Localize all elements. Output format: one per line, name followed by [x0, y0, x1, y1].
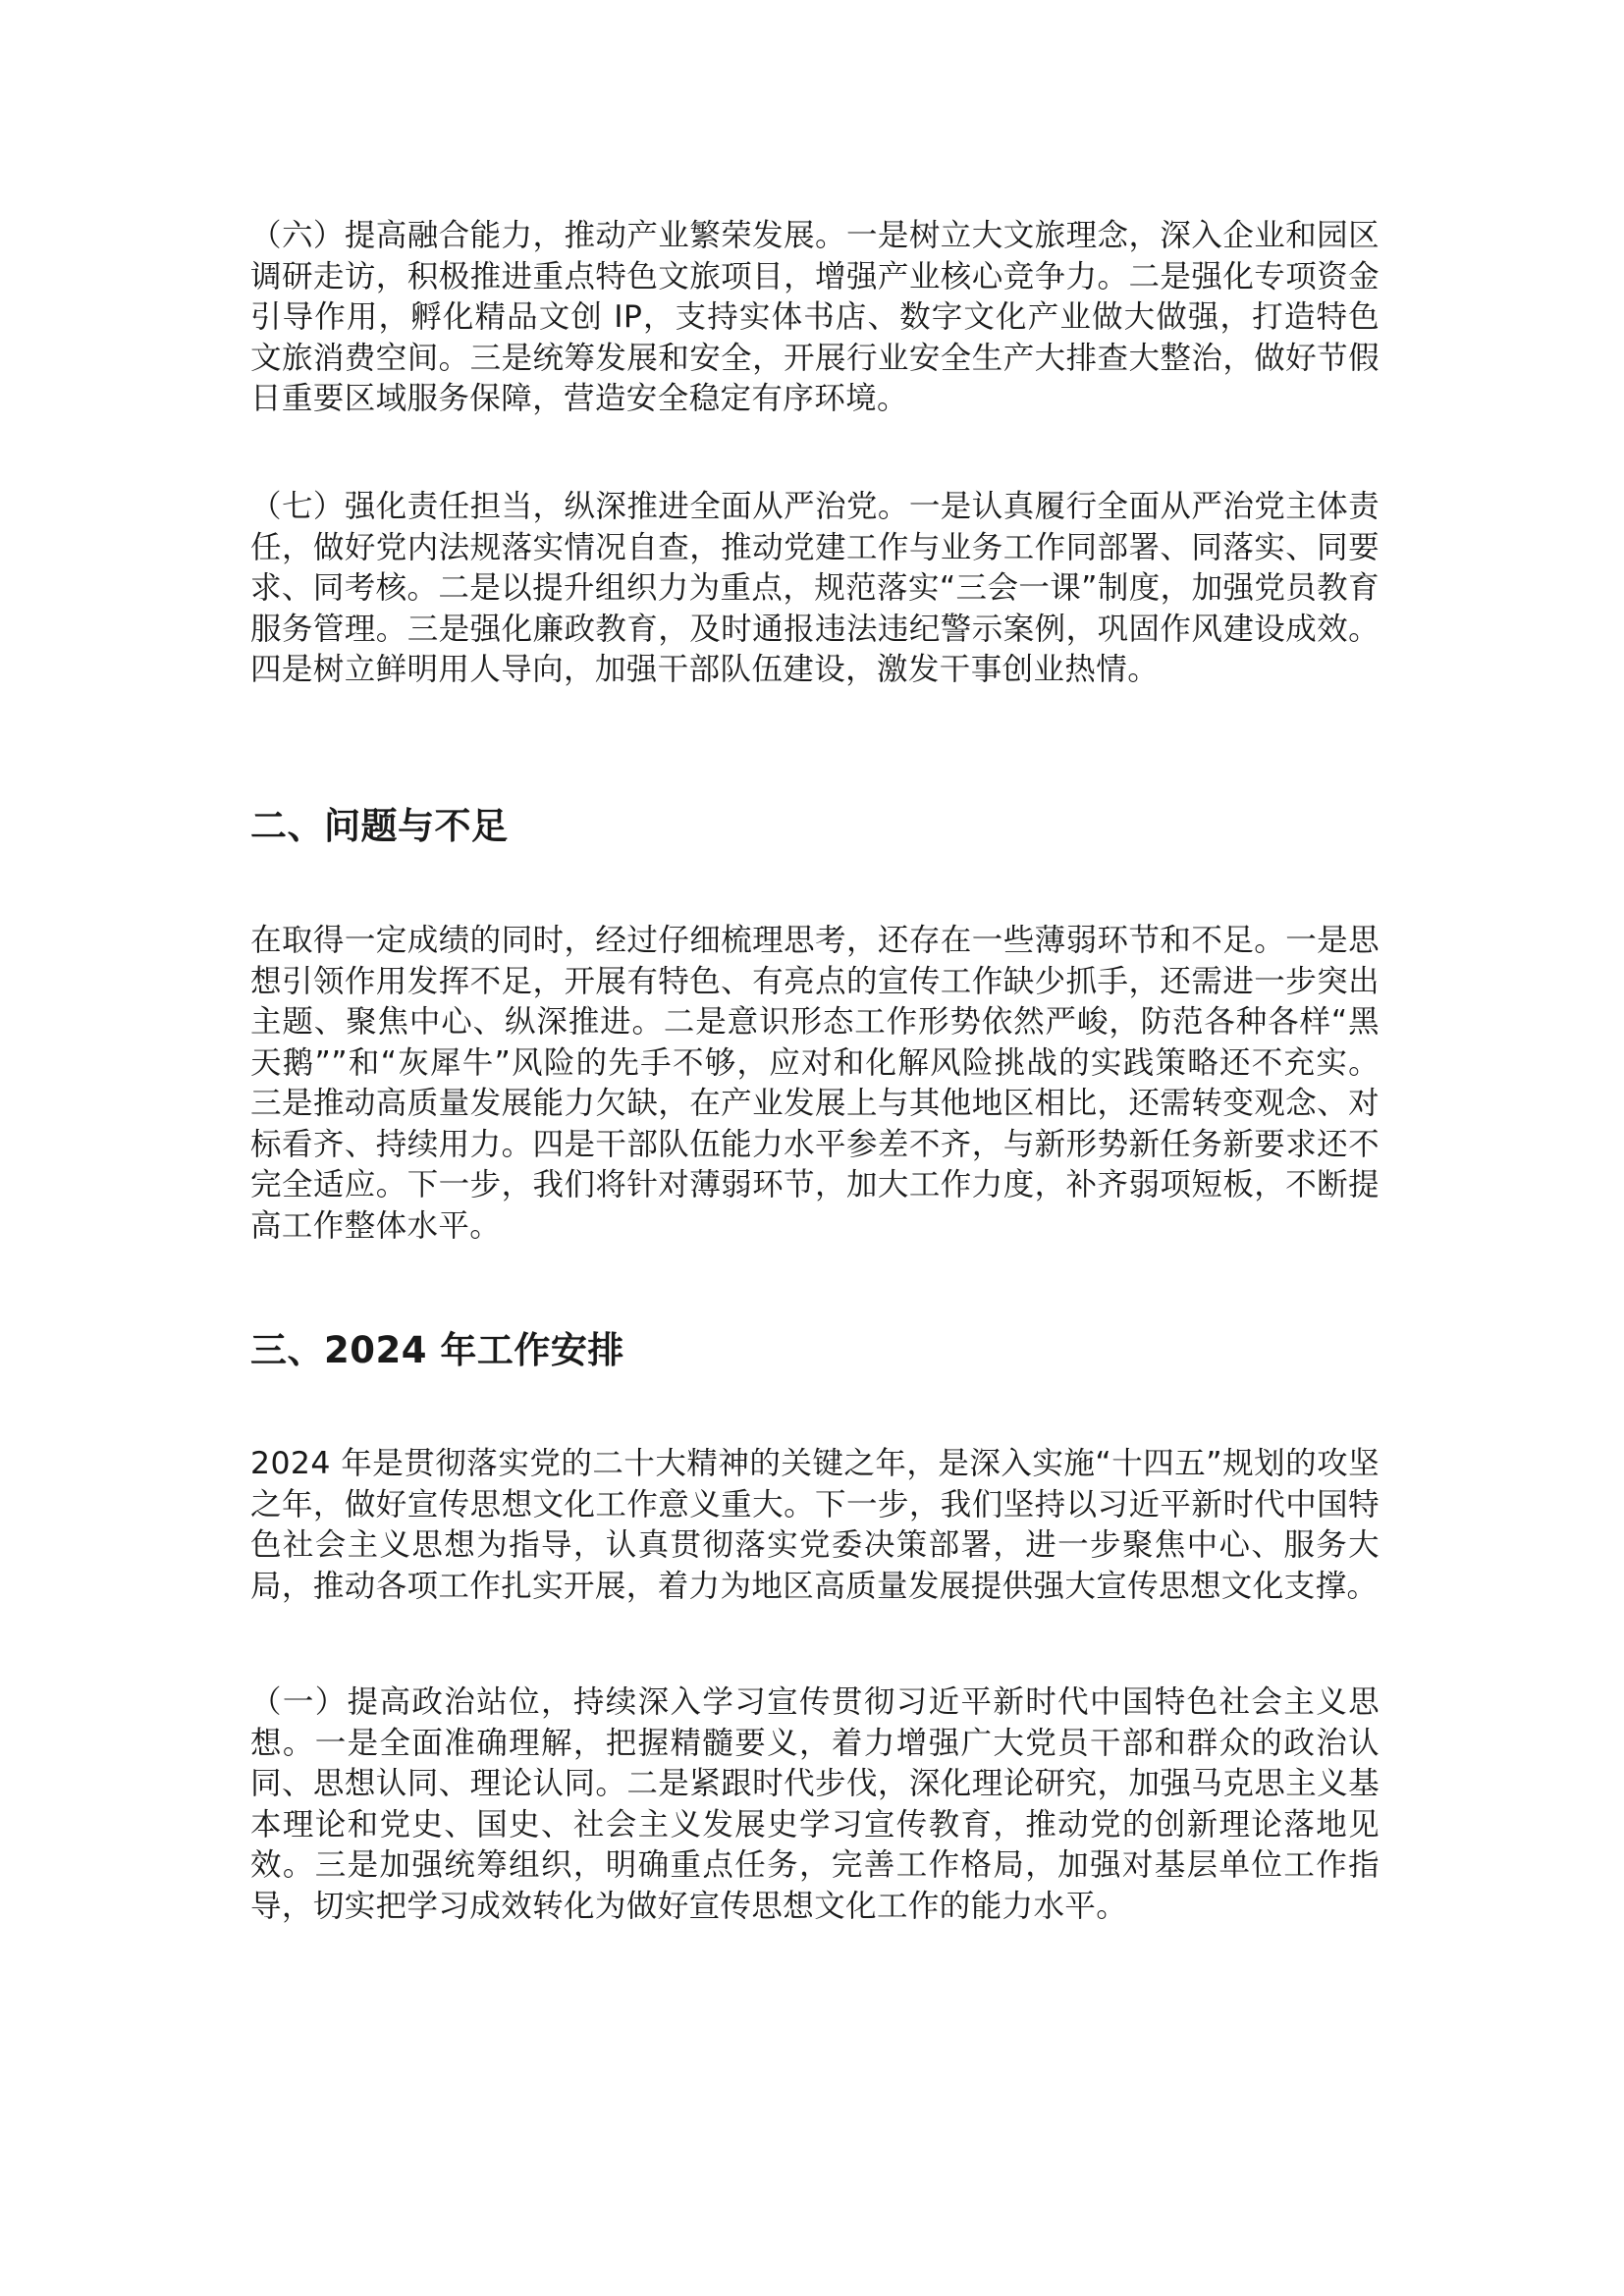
paragraph-political-standing: （一）提高政治站位，持续深入学习宣传贯彻习近平新时代中国特色社会主义思想。一是全面准确理解，把握精髓要义，着力增强广大党员干部和群众的政治认同、思想认同、理论认同。二是紧跟时代步伐，深化理论研究，加强马克思主义基本理论和党史、国史、社会主义发展史学习宣传教育，推动党的创新理论落地见效。三是加强统筹组织，明确重点任务，完善工作格局，加强对基层单位工作指导，切实把学习成效转化为做好宣传思想文化工作的能力水平。 [250, 1684, 1380, 1924]
paragraph-party-governance: （七）强化责任担当，纵深推进全面从严治党。一是认真履行全面从严治党主体责任，做好党内法规落实情况自查，推动党建工作与业务工作同部署、同落实、同要求、同考核。二是以提升组织力为重点，规范落实“三会一课”制度，加强党员教育服务管理。三是强化廉政教育，及时通报违法违纪警示案例，巩固作风建设成效。四是树立鲜明用人导向，加强干部队伍建设，激发干事创业热情。 [250, 489, 1380, 687]
paragraph-industry-development: （六）提高融合能力，推动产业繁荣发展。一是树立大文旅理念，深入企业和园区调研走访，积极推进重点特色文旅项目，增强产业核心竞争力。二是强化专项资金引导作用，孵化精品文创 IP，支持实体书店、数字文化产业做大做强，打造特色文旅消费空间。三是统筹发展和安全，开展行业安全生产大排查大整治，做好节假日重要区域服务保障，营造安全稳定有序环境。 [250, 218, 1380, 416]
section-heading-problems: 二、问题与不足 [250, 805, 509, 847]
section-heading-2024-plan: 三、2024 年工作安排 [250, 1329, 624, 1371]
paragraph-problems: 在取得一定成绩的同时，经过仔细梳理思考，还存在一些薄弱环节和不足。一是思想引领作用发挥不足，开展有特色、有亮点的宣传工作缺少抓手，还需进一步突出主题、聚焦中心、纵深推进。二是意识形态工作形势依然严峻，防范各种各样“黑天鹅””和“灰犀牛”风险的先手不够，应对和化解风险挑战的实践策略还不充实。三是推动高质量发展能力欠缺，在产业发展上与其他地区相比，还需转变观念、对标看齐、持续用力。四是干部队伍能力水平参差不齐，与新形势新任务新要求还不完全适应。下一步，我们将针对薄弱环节，加大工作力度，补齐弱项短板，不断提高工作整体水平。 [250, 923, 1380, 1244]
paragraph-2024-overview: 2024 年是贯彻落实党的二十大精神的关键之年，是深入实施“十四五”规划的攻坚之年，做好宣传思想文化工作意义重大。下一步，我们坚持以习近平新时代中国特色社会主义思想为指导，认真贯彻落实党委决策部署，进一步聚焦中心、服务大局，推动各项工作扎实开展，着力为地区高质量发展提供强大宣传思想文化支撑。 [250, 1446, 1380, 1604]
